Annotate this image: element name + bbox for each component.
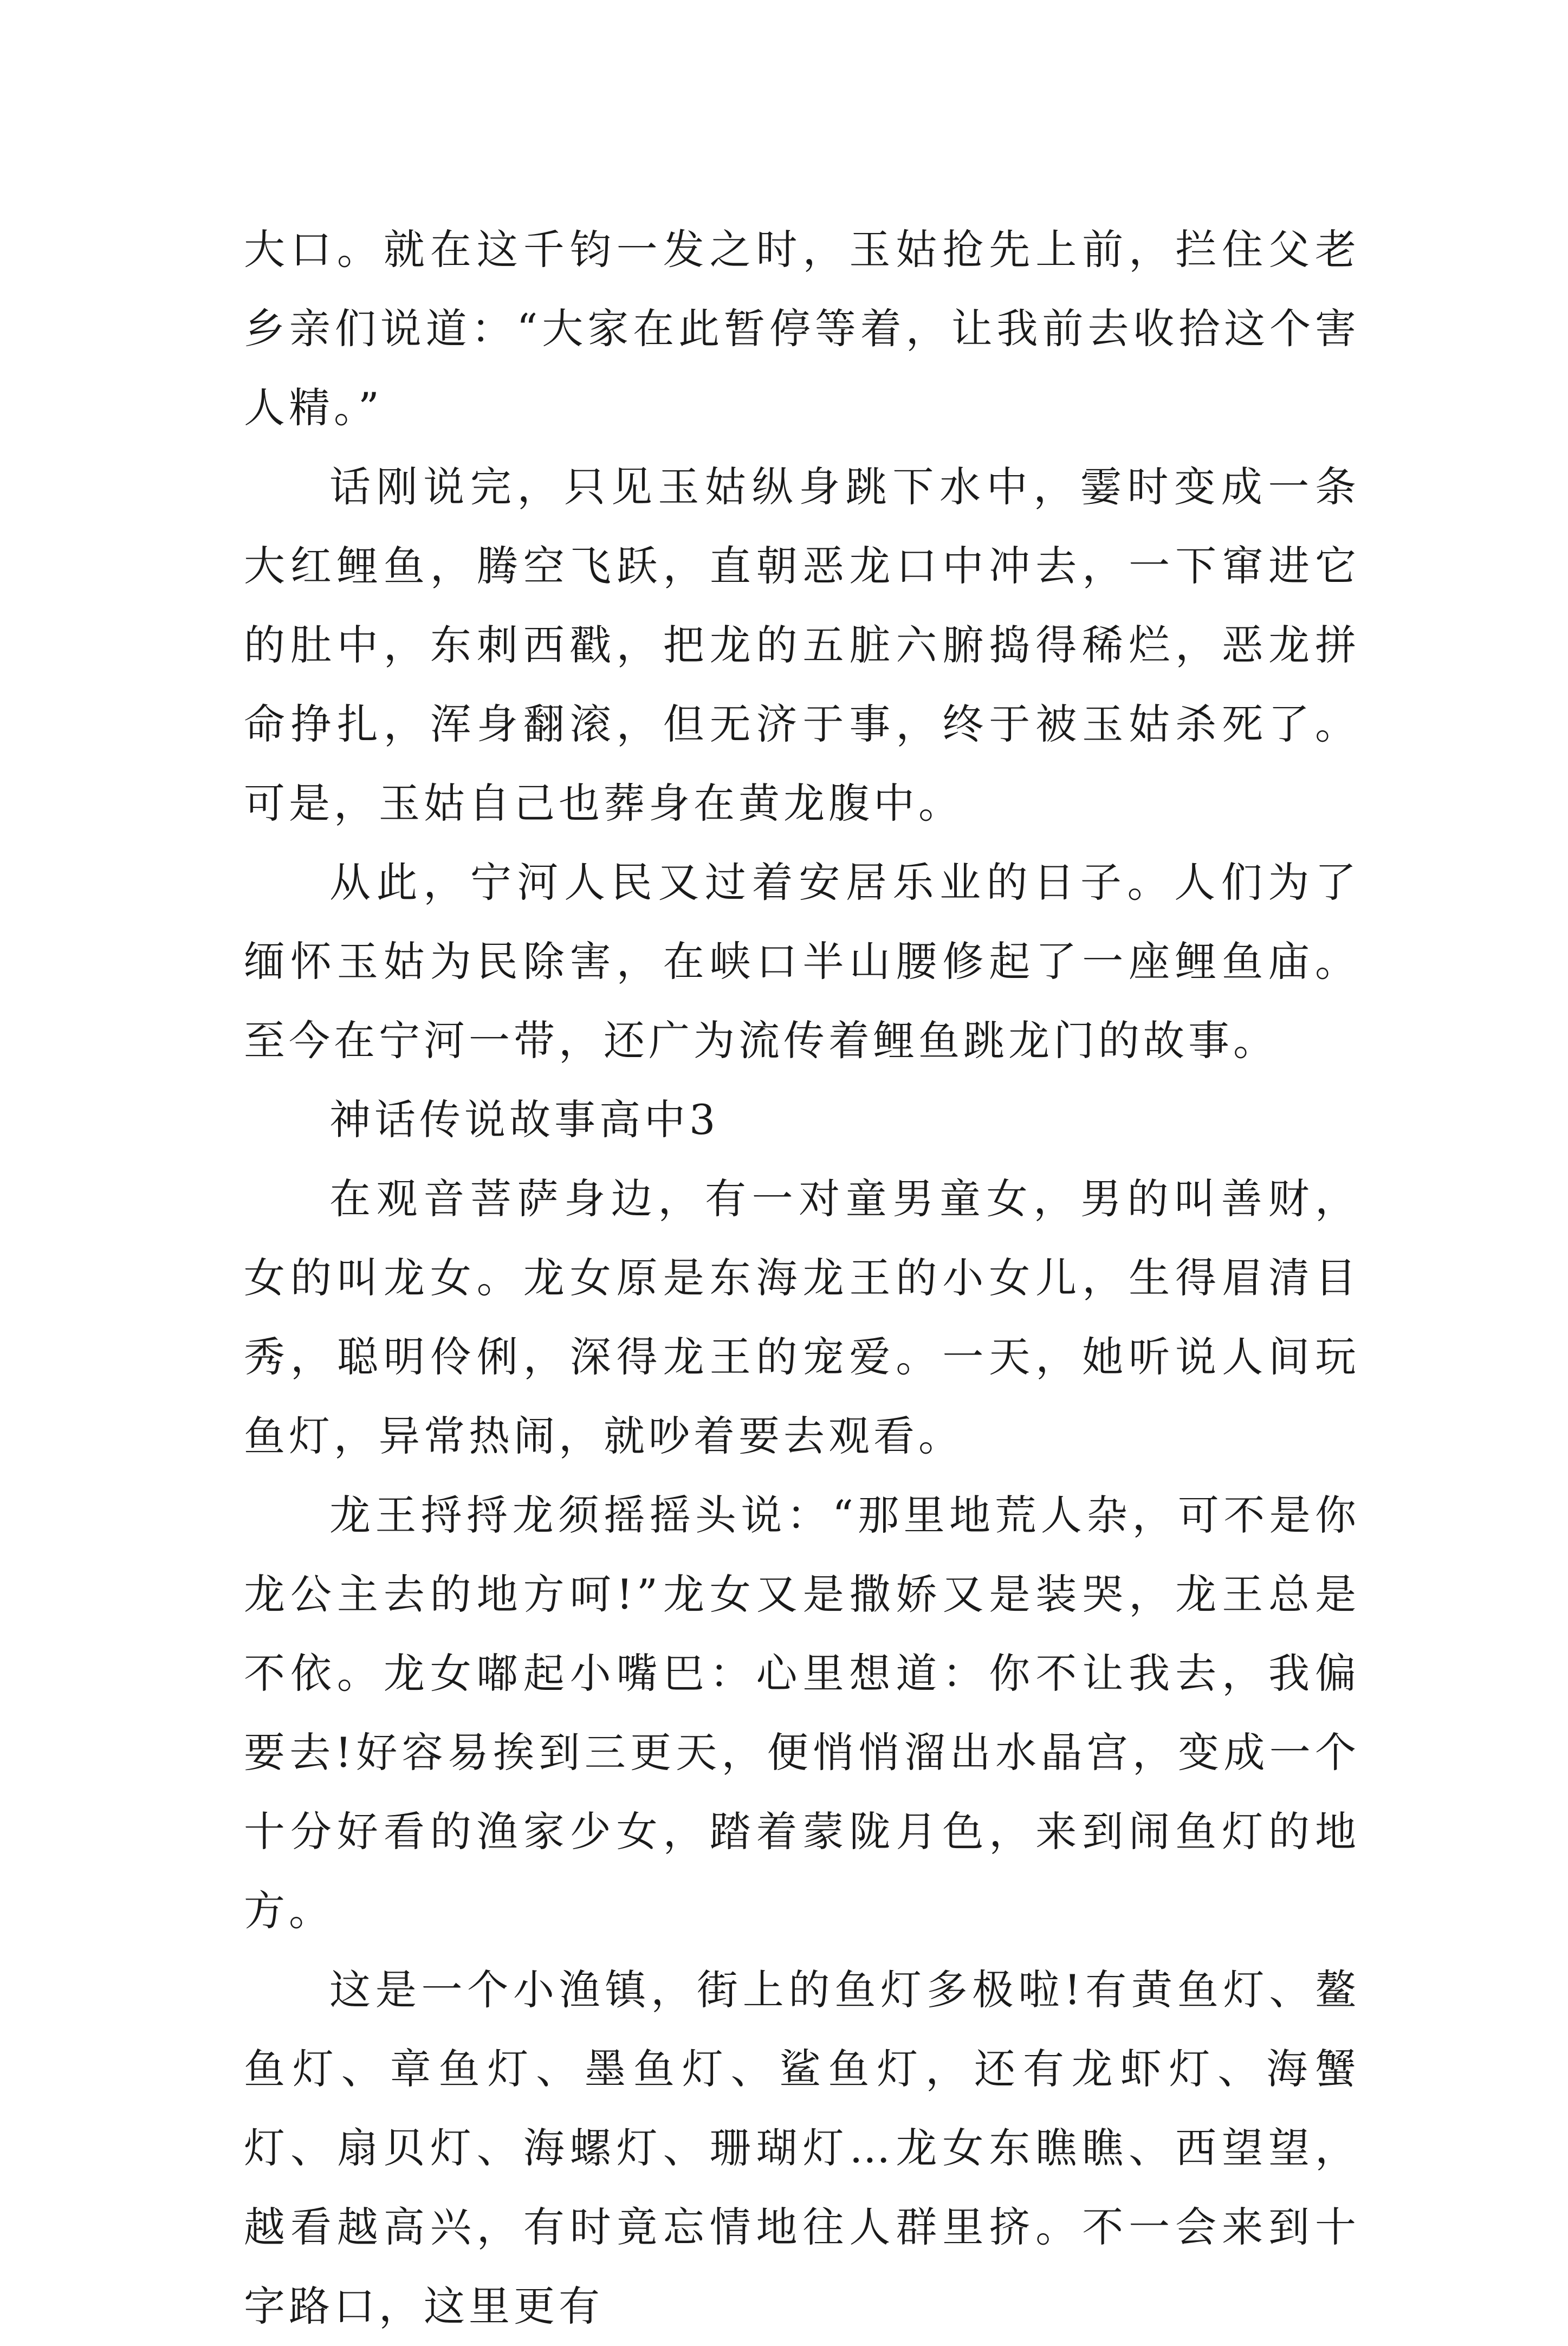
paragraph-fishing-town: 这是一个小渔镇，街上的鱼灯多极啦!有黄鱼灯、鳌鱼灯、章鱼灯、墨鱼灯、鲨鱼灯，还有龙虾灯、海蟹灯、扇贝灯、海螺灯、珊瑚灯…龙女东瞧瞧、西望望，越看越高兴，有时竟忘情地往人群里挤。不一会来到十字路口，这里更有 [244, 1966, 1360, 2330]
paragraph-carp-temple: 从此，宁河人民又过着安居乐业的日子。人们为了缅怀玉姑为民除害，在峡口半山腰修起了一座鲤鱼庙。至今在宁河一带，还广为流传着鲤鱼跳龙门的故事。 [244, 858, 1360, 1065]
section-heading: 神话传说故事高中3 [329, 1096, 720, 1144]
document-body [244, 210, 1360, 2346]
paragraph-dragon-king-refuses: 龙王捋捋龙须摇摇头说：“那里地荒人杂，可不是你龙公主去的地方呵!”龙女又是撒娇又是装哭，龙王总是不依。龙女嘟起小嘴巴：心里想道：你不让我去，我偏要去!好容易挨到三更天，便悄悄溜出水晶宫，变成一个十分好看的渔家少女，踏着蒙陇月色，来到闹鱼灯的地方。 [244, 1491, 1360, 1935]
paragraph-yugu-sacrifice: 话刚说完，只见玉姑纵身跳下水中，霎时变成一条大红鲤鱼，腾空飞跃，直朝恶龙口中冲去，一下窜进它的肚中，东刺西戳，把龙的五脏六腑捣得稀烂，恶龙拼命挣扎，浑身翻滚，但无济于事，终于被玉姑杀死了。可是，玉姑自己也葬身在黄龙腹中。 [244, 463, 1360, 827]
paragraph-continuation: 大口。就在这千钧一发之时，玉姑抢先上前，拦住父老乡亲们说道：“大家在此暂停等着，让我前去收拾这个害人精。” [244, 225, 1360, 432]
paragraph-longnu-intro: 在观音菩萨身边，有一对童男童女，男的叫善财，女的叫龙女。龙女原是东海龙王的小女儿，生得眉清目秀，聪明伶俐，深得龙王的宠爱。一天，她听说人间玩鱼灯，异常热闹，就吵着要去观看。 [244, 1175, 1360, 1460]
